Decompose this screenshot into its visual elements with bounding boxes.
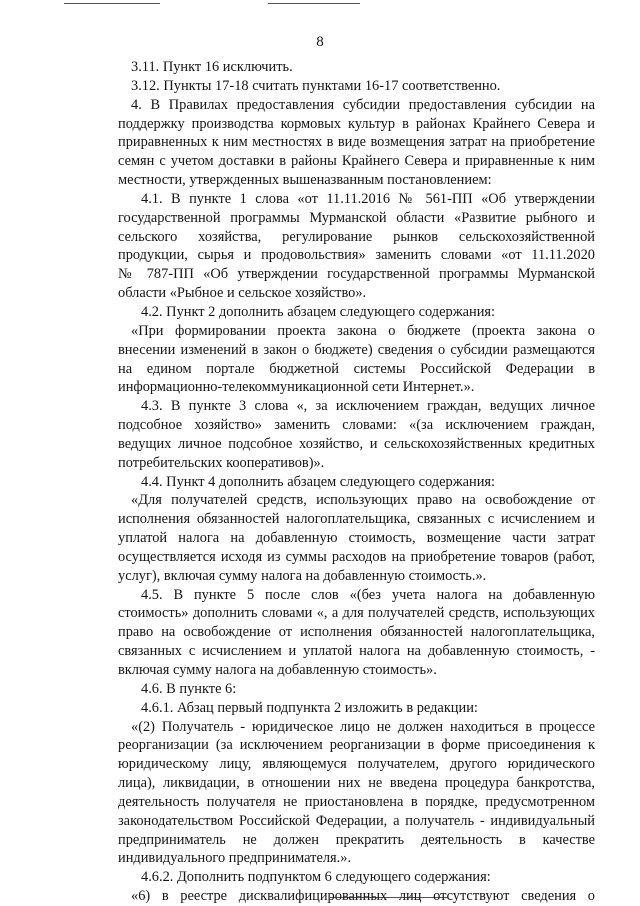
text-line: приравненных к ним местностях в виде возмещения затрат на приобретение: [118, 134, 595, 151]
text-line: уплатой налога на добавленную стоимость, возмещение части затрат: [118, 530, 595, 547]
text-line: местности, утвержденных вышеназванным постановлением:: [118, 172, 492, 189]
text-line: 4.2. Пункт 2 дополнить абзацем следующего содержания:: [141, 303, 496, 320]
text-line: юридическому лицу, являющемуся получателем, другого юридического: [118, 756, 595, 773]
text-line: 4. В Правилах предоставления субсидии предоставления субсидии на: [131, 96, 595, 113]
text-line: 4.6.2. Дополнить подпунктом 6 следующего содержания:: [141, 869, 491, 886]
text-line: лица), ликвидации, в отношении них не введена процедура банкротства,: [118, 775, 595, 792]
text-line: сельского хозяйства, регулирование рынков сельскохозяйственной: [118, 228, 595, 245]
text-line: потребительских кооперативов)».: [118, 454, 325, 471]
text-line: деятельность получателя не приостановлена в порядке, предусмотренном: [118, 793, 595, 810]
text-line: реорганизации (за исключением реорганизации в форме присоединения к: [118, 737, 595, 754]
text-line: стоимость» дополнить словами «, а для получателей средств, использующих: [118, 605, 595, 622]
text-line: предприниматель не должен прекратить деятельность в качестве: [118, 831, 595, 848]
text-line: услуг), включая сумму налога на добавленную стоимость.».: [118, 567, 487, 584]
text-line: 4.5. В пункте 5 после слов «(без учета налога на добавленную: [141, 586, 595, 603]
text-line: области «Рыбное и сельское хозяйство».: [118, 285, 367, 302]
text-line: 3.12. Пункты 17-18 считать пунктами 16-17 соответственно.: [131, 77, 501, 94]
text-line: «(2) Получатель - юридическое лицо не должен находиться в процессе: [131, 718, 595, 735]
text-line: № 787-ПП «Об утверждении государственной программы Мурманской: [118, 266, 595, 283]
text-line: государственной программы Мурманской области «Развитие рыбного и: [118, 209, 595, 226]
document-body: [118, 58, 595, 906]
text-line: связанных с исчислением и уплатой налога на добавленную стоимость, -: [118, 643, 595, 660]
page-number: 8: [316, 34, 324, 50]
text-line: продукции, сырья и продовольствия» заменить словами «от 11.11.2020: [118, 247, 595, 264]
text-line: ведущих личное подсобное хозяйство, и сельскохозяйственных кредитных: [118, 435, 595, 452]
text-line: подсобное хозяйство» заменить словами: «(за исключением граждан,: [118, 417, 595, 434]
text-line: 4.1. В пункте 1 слова «от 11.11.2016 № 561-ПП «Об утверждении: [141, 190, 595, 207]
text-line: 4.3. В пункте 3 слова «, за исключением граждан, ведущих личное: [141, 398, 595, 415]
text-line: поддержку производства кормовых культур в районах Крайнего Севера и: [118, 115, 595, 132]
text-line: 3.11. Пункт 16 исключить.: [131, 59, 293, 75]
text-line: включая сумму налога на добавленную стоимость».: [118, 662, 437, 678]
text-line: законодательством Российской Федерации, а получатель - индивидуальный: [118, 812, 595, 829]
scan-edge-line-top-mid: [268, 3, 360, 4]
text-line: осуществляется исходя из суммы расходов на приобретение товаров (работ,: [118, 548, 595, 565]
text-line: внесении изменений в закон о бюджете) сведения о субсидии размещаются: [118, 341, 595, 358]
text-line: индивидуального предпринимателя.».: [118, 850, 352, 867]
text-line: семян с учетом доставки в районы Крайнего Севера и приравненные к ним: [118, 153, 595, 170]
text-line: «6) в реестре дисквалифицированных лиц отсутствуют сведения о: [131, 888, 595, 905]
text-line: исполнения обязанностей налогоплательщика, связанных с исчислением и: [118, 511, 595, 528]
text-line: 4.6.1. Абзац первый подпункта 2 изложить в редакции:: [141, 699, 478, 716]
text-line: на едином портале бюджетной системы Российской Федерации в: [118, 360, 595, 377]
scan-edge-line-top-left: [64, 3, 160, 4]
text-line: 4.4. Пункт 4 дополнить абзацем следующего содержания:: [141, 473, 496, 490]
text-line: «Для получателей средств, использующих право на освобождение от: [131, 492, 595, 509]
text-line: «При формировании проекта закона о бюджете (проекта закона о: [131, 322, 595, 339]
text-line: 4.6. В пункте 6:: [141, 680, 237, 697]
text-line: информационно-телекоммуникационной сети Интернет.».: [118, 379, 475, 396]
text-line: право на освобождение от исполнения обязанностей налогоплательщика,: [118, 624, 595, 641]
